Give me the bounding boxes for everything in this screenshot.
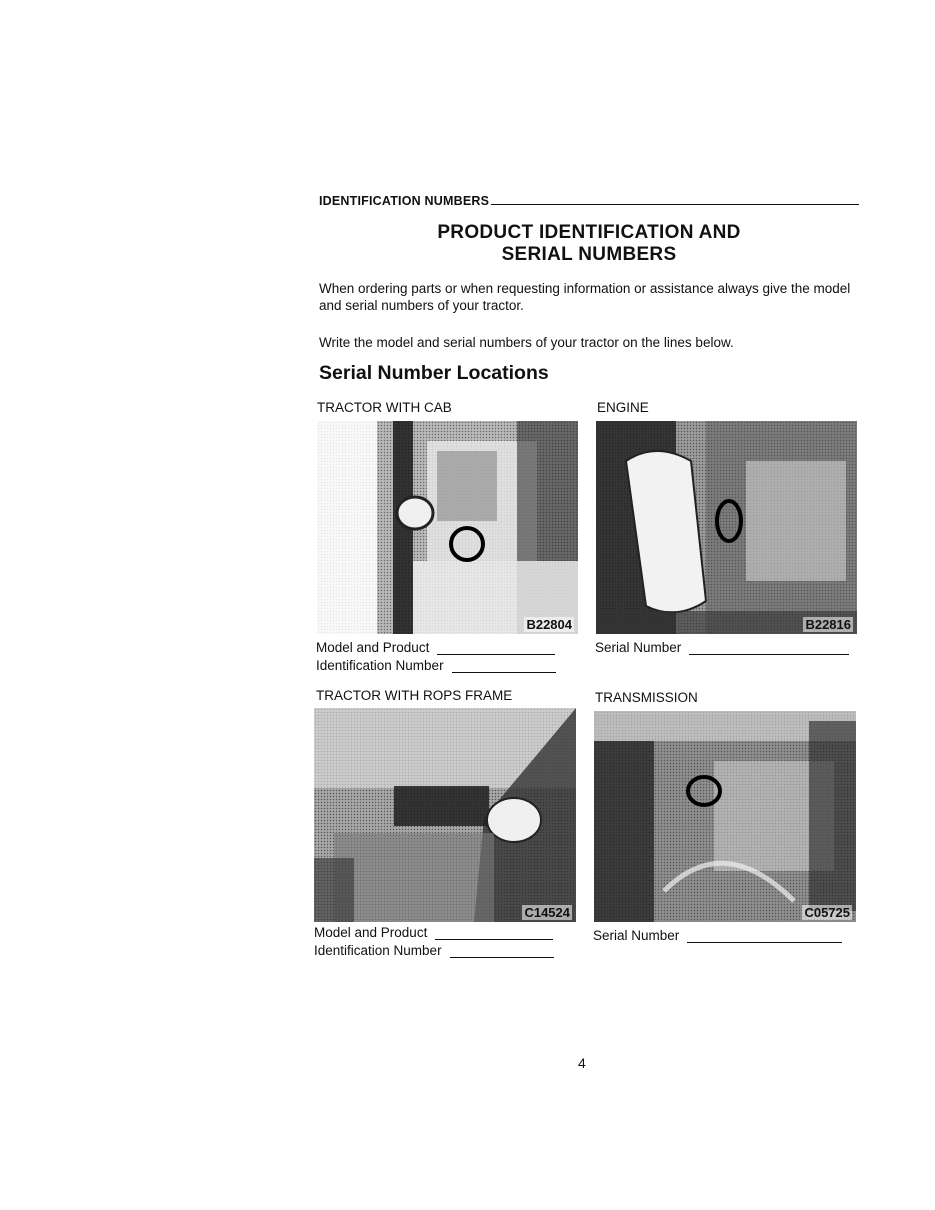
field-model-product-rops <box>314 925 553 940</box>
write-in-line <box>450 947 554 958</box>
field-identification-number-cab <box>316 658 556 673</box>
field-label: Identification Number <box>314 943 442 958</box>
photo-tractor-rops-illustration <box>314 708 576 922</box>
serial-locations-heading: Serial Number Locations <box>319 362 549 384</box>
photo-engine <box>596 421 857 634</box>
photo-tractor-cab <box>317 421 578 634</box>
field-label: Model and Product <box>314 925 428 940</box>
write-in-line <box>437 644 555 655</box>
photo-code-engine: B22816 <box>805 617 851 632</box>
figure-caption-tractor-rops: TRACTOR WITH ROPS FRAME <box>316 688 513 703</box>
field-serial-number-engine <box>595 640 849 655</box>
write-in-line <box>435 929 553 940</box>
page-title-line1: PRODUCT IDENTIFICATION AND <box>437 222 741 243</box>
field-model-product-cab <box>316 640 555 655</box>
field-label: Identification Number <box>316 658 444 673</box>
intro-paragraph: When ordering parts or when requesting information or assistance always give the model and serial numbers of your tractor. <box>319 281 851 313</box>
page-title <box>319 222 859 266</box>
field-label: Serial Number <box>593 928 680 943</box>
photo-code-tractor-rops: C14524 <box>524 905 570 920</box>
instruction-paragraph: Write the model and serial numbers of your tractor on the lines below. <box>319 335 734 350</box>
page-number: 4 <box>578 1055 586 1071</box>
page-title-line2: SERIAL NUMBERS <box>501 244 677 265</box>
photo-tractor-cab-illustration <box>317 421 578 634</box>
photo-code-tractor-cab: B22804 <box>526 617 572 632</box>
field-serial-number-transmission <box>593 928 842 943</box>
photo-transmission <box>594 711 856 922</box>
photo-engine-illustration <box>596 421 857 634</box>
section-header-rule <box>491 204 859 205</box>
photo-transmission-illustration <box>594 711 856 922</box>
write-in-line <box>452 662 556 673</box>
field-label: Serial Number <box>595 640 682 655</box>
write-in-line <box>687 932 842 943</box>
write-in-line <box>689 644 849 655</box>
photo-code-transmission: C05725 <box>804 905 850 920</box>
figure-caption-tractor-cab: TRACTOR WITH CAB <box>317 400 452 415</box>
field-label: Model and Product <box>316 640 430 655</box>
section-header-label: IDENTIFICATION NUMBERS <box>319 194 490 208</box>
photo-tractor-rops <box>314 708 576 922</box>
figure-caption-engine: ENGINE <box>597 400 649 415</box>
figure-caption-transmission: TRANSMISSION <box>595 690 698 705</box>
field-identification-number-rops <box>314 943 554 958</box>
section-header <box>319 190 859 208</box>
